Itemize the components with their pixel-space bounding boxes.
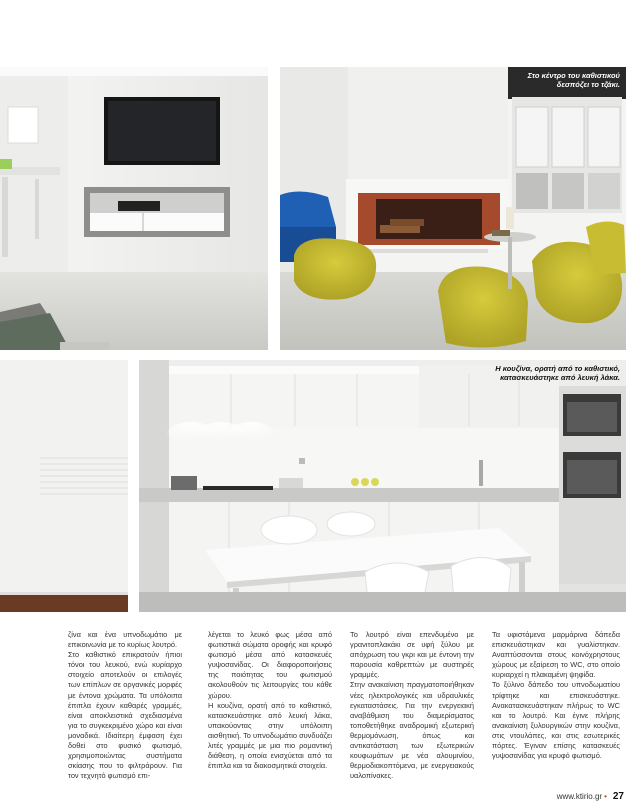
- paragraph: λέγεται το λευκό φως μέσα από φωτιστικά σώματα οροφής και κρυφό φωτισμό μέσα από κατασκευές γυψοσανίδας. Οι διαφοροποιήσεις της ποιότητας του φωτισμού ακολουθούν τις λειτουργίες του κάθε χώρου.: [208, 630, 332, 700]
- fireplace-lounge-illustration: [280, 67, 626, 350]
- paragraph: Στην ανακαίνιση πραγματοποιήθηκαν νέες ηλεκτρολογικές και υδραυλικές εγκαταστάσεις. Για την ενεργειακή αναβάθμιση του διαμερίσματος τοποθετήθηκε αναδρομική εξωτερική θερμομόνωση, όπως και αντικατάσταση των εξωτερικών κουφωμάτων με νέα αλουμινίου, θερμοδιακοπτόμενα, με ενεργειακούς υαλοπίνακες.: [350, 680, 474, 781]
- wardrobe-detail-illustration: [0, 360, 128, 612]
- living-room-tv-illustration: [0, 67, 268, 350]
- kitchen-illustration: [139, 360, 626, 612]
- paragraph: Στο καθιστικό επικρατούν ήπιοι τόνοι του λευκού, ενώ κυρίαρχο στοιχείο αποτελούν οι επιλογές των επίπλων σε οργανικές μορφές με έντονα χρώματα. Τα υπόλοιπα έπιπλα έχουν καθαρές γραμμές, είναι αποκλειστικά σχεδιασμένα για το συγκεκριμένο χώρο και είναι μοναδικά. Ιδιαίτερη έμφαση έχει δοθεί στο φυσικό φωτισμό, χρησιμοποιώντας συστήματα σκίασης που το φιλτράρουν. Για τον τεχνητό φωτισμό επι-: [68, 650, 182, 781]
- photo-living-room-tv: [0, 67, 268, 350]
- paragraph: ζίνα και ένα υπνοδωμάτιο με επικοινωνία με το κυρίως λουτρό.: [68, 630, 182, 650]
- text-column-3: [350, 630, 474, 781]
- page-footer: [557, 791, 624, 802]
- text-column-1: [68, 630, 182, 781]
- paragraph: Η κουζίνα, ορατή από το καθιστικό, κατασκευάστηκε από λευκή λάκα, υπακούοντας στην υπόλοιπη αισθητική. Το υπνοδωμάτιο συνδυάζει λιτές γραμμές με μια πιο ρομαντική διάθεση, η οποία ενισχύεται από τα έπιπλα και τα διακοσμητικά στοιχεία.: [208, 700, 332, 771]
- fireplace-caption: Στο κέντρο του καθιστικού δεσπόζει το τζάκι.: [527, 71, 620, 89]
- kitchen-caption: Η κουζίνα, ορατή από το καθιστικό, κατασκευάστηκε από λευκή λάκα.: [495, 364, 620, 382]
- photo-kitchen: [139, 360, 626, 612]
- paragraph: Τα υφιστάμενα μαρμάρινα δάπεδα επισκευάστηκαν και γυαλίστηκαν. Αναπτύσσονται στους κοινόχρηστους χώρους με εξαίρεση το WC, στο οποίο κυριαρχεί η πλακαμένη ψηφίδα.: [492, 630, 620, 680]
- text-column-4: [492, 630, 620, 761]
- paragraph: Το ξύλινο δάπεδο του υπνοδωματίου τρίφτηκε και επισκευάστηκε. Ανακατασκευάστηκαν πλήρως το WC και το λουτρό. Και έγινε πλήρης ανακαίνιση ξυλουργικών στην κουζίνα, στις ντουλάπες, και στις εσωτερικές πόρτες. Έγιναν επίσης κατασκευές γυψοσανίδας για κρυφό φωτισμό.: [492, 680, 620, 761]
- separator-dot-icon: •: [604, 792, 607, 801]
- paragraph: Το λουτρό είναι επενδυμένο με γρανιτοπλακάκι σε υφή ξύλου με απόχρωση του γκρι και με έντονη την παρουσία καθρεπτών με αυστηρές γραμμές.: [350, 630, 474, 680]
- website-link[interactable]: www.ktirio.gr: [556, 792, 603, 801]
- photo-wardrobe-detail: [0, 360, 128, 612]
- text-column-2: [208, 630, 332, 771]
- photo-fireplace-lounge: [280, 67, 626, 350]
- page-number: 27: [612, 791, 624, 802]
